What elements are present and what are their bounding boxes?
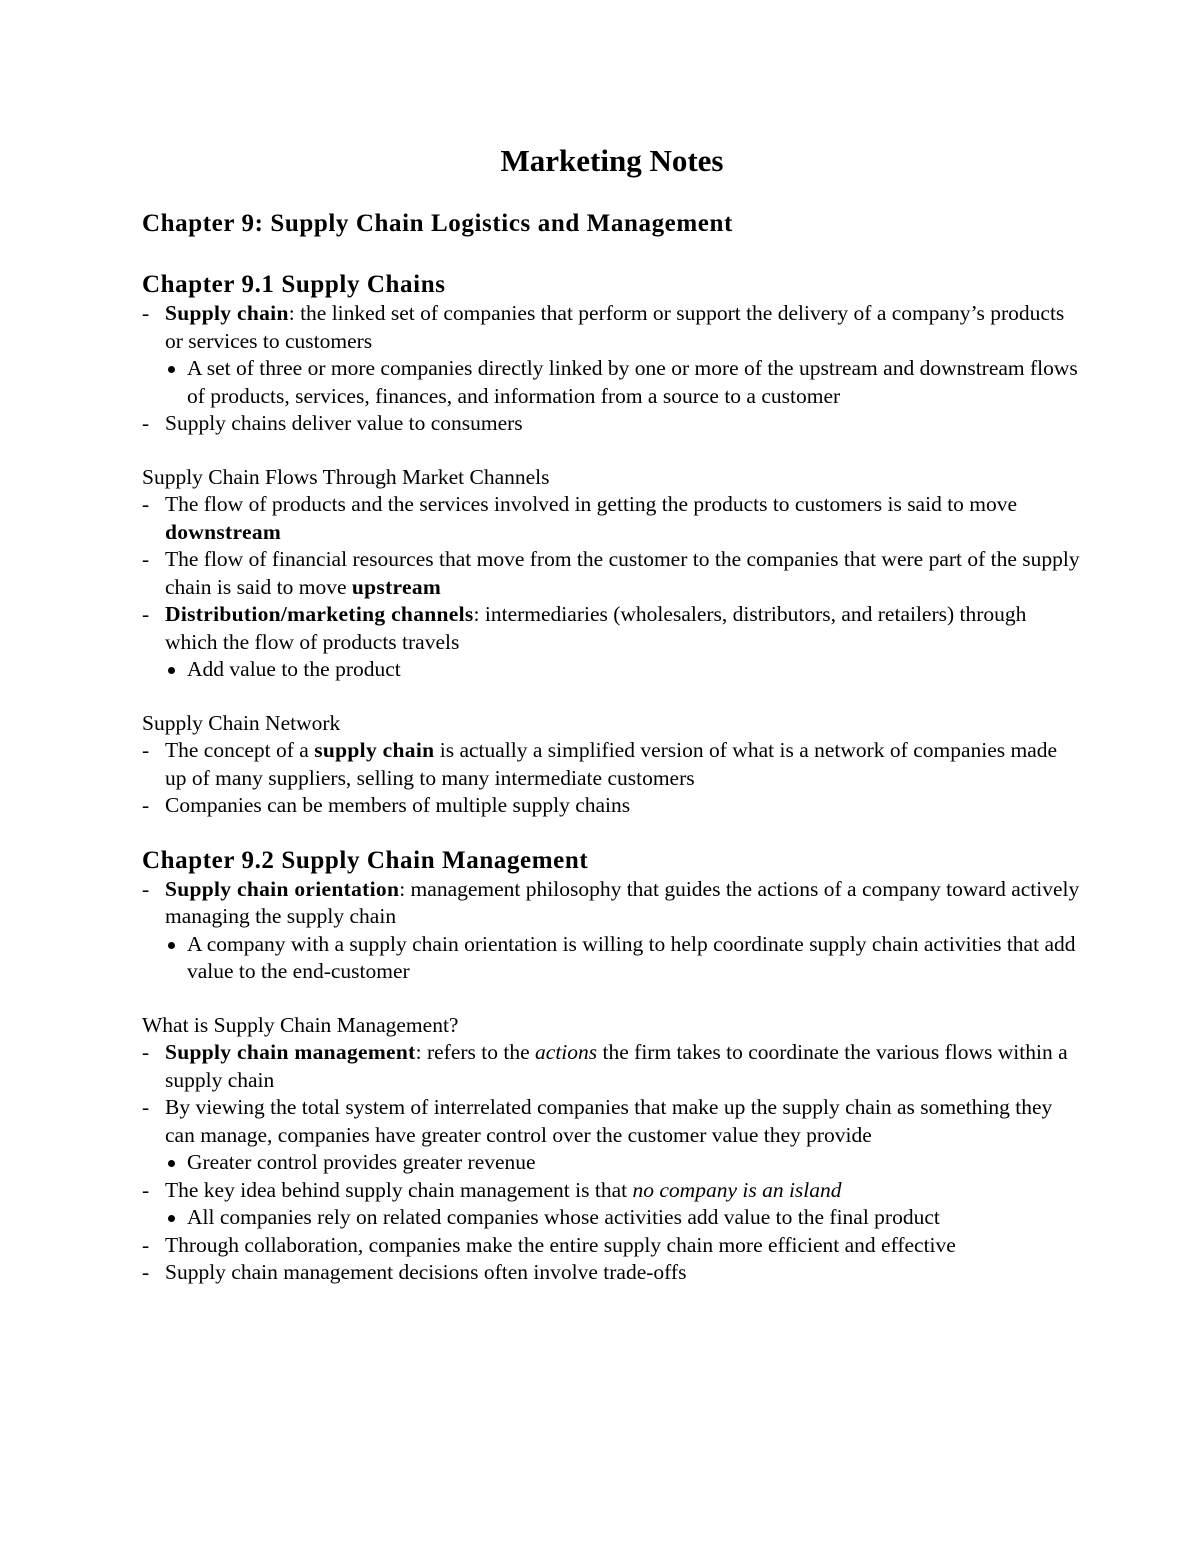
- list-item: [142, 300, 1082, 410]
- term: supply chain: [314, 738, 435, 762]
- list-item: - Through collaboration, companies make the entire supply chain more efficient and effective: [142, 1232, 1082, 1260]
- sub-list: [165, 656, 1082, 684]
- network-list: [142, 737, 1082, 820]
- emphasis: actions: [535, 1040, 598, 1064]
- dash-marker: -: [142, 547, 150, 571]
- dash-marker: -: [142, 793, 150, 817]
- subheading-scm: What is Supply Chain Management?: [142, 1012, 459, 1037]
- list-item: - By viewing the total system of interrelated companies that make up the supply chain as something they can manage, companies have greater control over the customer value they provide Greater control provides greater revenue: [142, 1094, 1082, 1177]
- term: Supply chain management: [165, 1040, 416, 1064]
- document-page: [142, 140, 1082, 1287]
- dash-marker: -: [142, 876, 150, 901]
- list-item: - Supply chain management decisions often involve trade-offs: [142, 1259, 1082, 1287]
- emphasis: no company is an island: [632, 1177, 842, 1202]
- dash-marker: -: [142, 411, 150, 435]
- list-item: - Distribution/marketing channels: intermediaries (wholesalers, distributors, and retailers) through which the flow of products travels Add value to the product: [142, 601, 1082, 684]
- bullet-icon: [168, 942, 175, 949]
- term: downstream: [165, 519, 282, 544]
- sub-list-item: Greater control provides greater revenue: [165, 1149, 1082, 1177]
- scm-list: [142, 1039, 1082, 1287]
- bullet-icon: [168, 667, 175, 674]
- dash-marker: -: [142, 301, 150, 325]
- dash-marker: -: [142, 602, 150, 626]
- section-9-1-list: [142, 300, 1082, 438]
- list-item: - The concept of a supply chain is actually a simplified version of what is a network of companies made up of many suppliers, selling to many intermediate customers: [142, 738, 1058, 790]
- sub-list: [165, 931, 1082, 986]
- section-heading-9-2: Chapter 9.2 Supply Chain Management: [142, 846, 589, 874]
- sub-list-item: A set of three or more companies directly linked by one or more of the upstream and downstream flows of products, services, finances, and information from a source to a customer: [165, 355, 1082, 410]
- dash-marker: -: [142, 1232, 150, 1257]
- sub-list-item: All companies rely on related companies whose activities add value to the final product: [165, 1204, 1082, 1232]
- flows-list: [142, 491, 1082, 684]
- term: Supply chain orientation: [165, 876, 400, 901]
- sub-list: [165, 355, 1082, 410]
- dash-marker: -: [142, 492, 150, 516]
- dash-marker: -: [142, 1040, 150, 1064]
- bullet-icon: [168, 1215, 175, 1222]
- bullet-icon: [168, 366, 175, 373]
- term: Distribution/marketing channels: [165, 602, 474, 626]
- list-item: - Supply chain orientation: management philosophy that guides the actions of a company toward actively managing the supply chain A company with a supply chain orientation is willing to help coordinate supply chain activities that add value to the end-customer: [142, 876, 1082, 986]
- list-item: - The flow of financial resources that move from the customer to the companies that were part of the supply chain is said to move upstream: [142, 547, 1080, 599]
- list-item: - Supply chains deliver value to consumers: [142, 410, 1082, 438]
- section-9-2-list: [142, 876, 1082, 986]
- section-heading-9-1: Chapter 9.1 Supply Chains: [142, 271, 446, 298]
- bullet-icon: [168, 1160, 175, 1167]
- subheading-network: Supply Chain Network: [142, 710, 341, 735]
- chapter-heading: Chapter 9: Supply Chain Logistics and Management: [142, 210, 733, 237]
- sub-list: [165, 1204, 1082, 1232]
- dash-marker: -: [142, 738, 150, 762]
- sub-list-item: A company with a supply chain orientation is willing to help coordinate supply chain activities that add value to the end-customer: [165, 931, 1082, 986]
- dash-marker: -: [142, 1177, 150, 1202]
- list-item: - The flow of products and the services involved in getting the products to customers is said to move downstream: [142, 492, 1018, 544]
- sub-list-item: Add value to the product: [165, 656, 1082, 684]
- dash-marker: -: [142, 1260, 150, 1284]
- subheading-flows: Supply Chain Flows Through Market Channels: [142, 464, 550, 489]
- dash-marker: -: [142, 1095, 150, 1119]
- list-item: - The key idea behind supply chain management is that no company is an island All companies rely on related companies whose activities add value to the final product: [142, 1177, 1082, 1232]
- document-title: Marketing Notes: [500, 143, 724, 178]
- list-item: - Companies can be members of multiple supply chains: [142, 792, 1082, 820]
- sub-list: [165, 1149, 1082, 1177]
- term: Supply chain: [165, 301, 289, 325]
- definition: : the linked set of companies that perform or support the delivery of a company’s products or services to customers: [165, 301, 1065, 353]
- term: upstream: [351, 574, 442, 599]
- list-item: - Supply chain management: refers to the actions the firm takes to coordinate the various flows within a supply chain: [142, 1040, 1068, 1092]
